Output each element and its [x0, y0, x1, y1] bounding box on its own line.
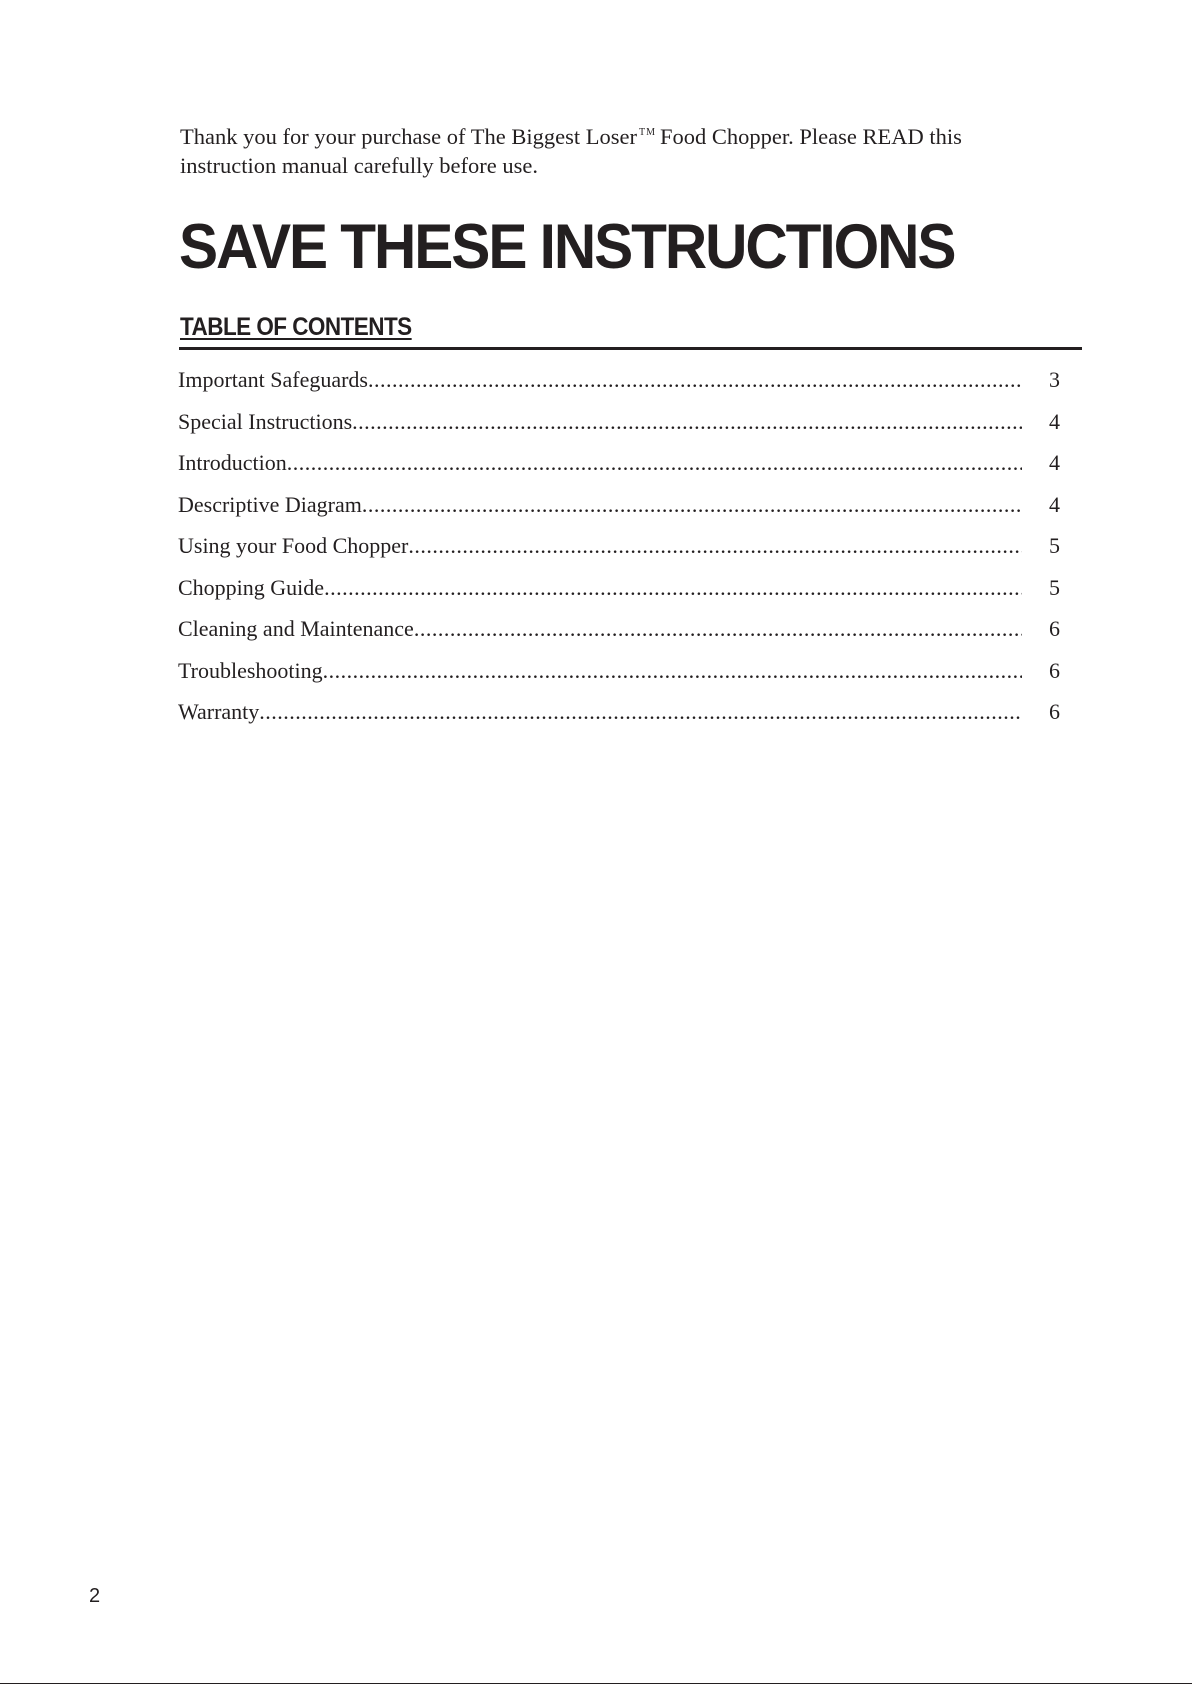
toc-entry-label: Warranty [178, 699, 260, 724]
toc-entry-label: Troubleshooting [178, 657, 323, 683]
toc-entry-page: 6 [1049, 657, 1060, 683]
toc-entry-page: 4 [1049, 450, 1060, 475]
toc-entry-label: Cleaning and Maintenance [178, 616, 414, 641]
toc-leader-dots [408, 530, 1022, 562]
toc-leader-dots [362, 489, 1022, 521]
toc-list [178, 364, 1060, 738]
toc-entry-page: 6 [1049, 699, 1060, 724]
page-bottom-rule [0, 1683, 1192, 1684]
toc-leader-dots [352, 406, 1022, 438]
toc-entry-page: 4 [1049, 491, 1060, 517]
toc-entry-label: Descriptive Diagram [178, 491, 362, 517]
toc-leader-dots [287, 447, 1022, 479]
toc-entry[interactable] [178, 530, 1060, 572]
intro-text-start: Thank you for your purchase of The Biggest Loser [180, 124, 637, 149]
toc-entry-label: Chopping Guide [178, 574, 325, 600]
trademark-symbol: TM [638, 127, 656, 138]
toc-entry-page: 6 [1049, 616, 1060, 641]
toc-entry[interactable] [178, 655, 1060, 697]
toc-entry-page: 3 [1049, 367, 1060, 392]
page-number: 2 [89, 1585, 101, 1607]
toc-heading: TABLE OF CONTENTS [180, 313, 412, 341]
toc-entry-label: Introduction [178, 450, 287, 475]
toc-entry[interactable] [178, 364, 1060, 406]
toc-entry-page: 4 [1049, 408, 1060, 434]
intro-paragraph [180, 118, 1040, 180]
page-title: SAVE THESE INSTRUCTIONS [179, 212, 955, 282]
toc-entry-label: Important Safeguards [178, 367, 368, 392]
toc-entry-label: Special Instructions [178, 408, 353, 434]
intro-text-end: Food Chopper. Please READ this instruction manual carefully before use. [180, 124, 962, 178]
toc-leader-dots [368, 364, 1022, 396]
toc-entry[interactable] [178, 696, 1060, 738]
toc-leader-dots [259, 696, 1022, 728]
toc-divider [179, 347, 1082, 350]
toc-entry[interactable] [178, 572, 1060, 614]
toc-entry-label: Using your Food Chopper [178, 533, 409, 558]
toc-leader-dots [323, 655, 1022, 687]
toc-leader-dots [414, 613, 1022, 645]
toc-entry-page: 5 [1049, 533, 1060, 558]
toc-entry-page: 5 [1049, 574, 1060, 600]
toc-entry[interactable] [178, 489, 1060, 531]
toc-leader-dots [324, 572, 1022, 604]
toc-entry[interactable] [178, 447, 1060, 489]
toc-entry[interactable] [178, 406, 1060, 448]
toc-entry[interactable] [178, 613, 1060, 655]
